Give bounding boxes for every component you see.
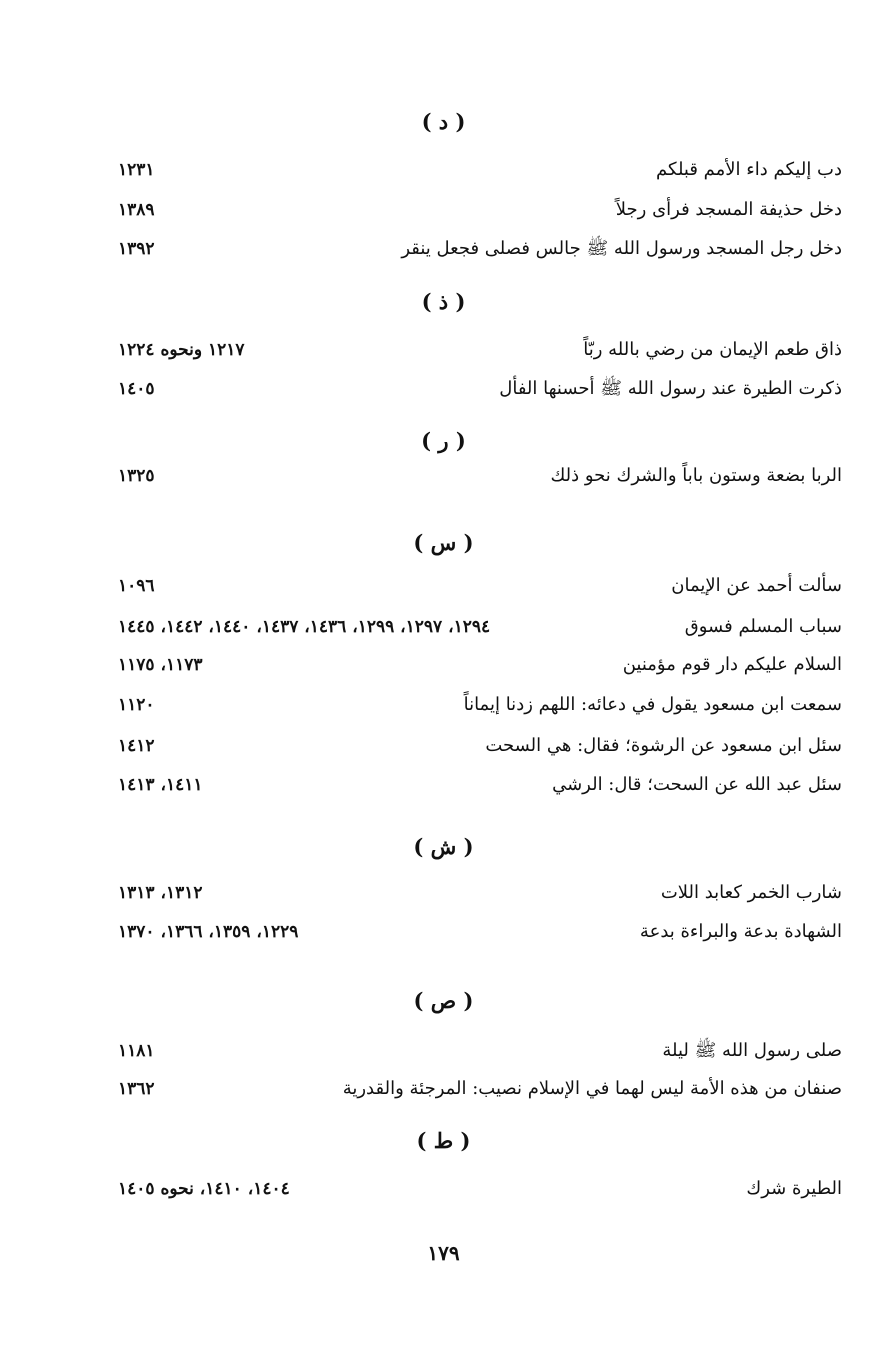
entry-refs: ١٣٦٢	[118, 1079, 155, 1099]
entry-text: دخل حذيفة المسجد فرأى رجلاً	[615, 199, 842, 220]
index-entry	[110, 878, 842, 908]
entry-text: سمعت ابن مسعود يقول في دعائه: اللهم زدنا إيماناً	[463, 694, 842, 715]
entry-refs: ١٣٩٢	[118, 239, 155, 259]
entry-refs: ١٢١٧ ونحوه ١٢٢٤	[118, 340, 245, 360]
section-heading-ta: ( ط )	[416, 1128, 471, 1153]
entry-text: صلى رسول الله ﷺ ليلة	[662, 1040, 842, 1061]
entry-refs: ١١٨١	[118, 1041, 155, 1061]
entry-text: صنفان من هذه الأمة ليس لهما في الإسلام نصيب: المرجئة والقدرية	[342, 1078, 842, 1099]
entry-text: دب إليكم داء الأمم قبلكم	[656, 159, 842, 180]
entry-refs: ١٤٠٥	[118, 379, 155, 399]
entry-text: ذاق طعم الإيمان من رضي بالله ربّاً	[583, 339, 842, 360]
entry-refs: ١٤١٢	[118, 736, 155, 756]
index-entry	[110, 461, 842, 491]
entry-text: سألت أحمد عن الإيمان	[671, 575, 842, 596]
entry-refs: ١٣٢٥	[118, 466, 155, 486]
entry-text: دخل رجل المسجد ورسول الله ﷺ جالس فصلى فجعل ينقر	[401, 238, 842, 259]
index-entry	[110, 650, 842, 680]
section-heading-dhal: ( ذ )	[421, 289, 466, 314]
index-entry	[110, 195, 842, 225]
entry-refs: ١١٧٣، ١١٧٥	[118, 655, 203, 675]
entry-text: سئل ابن مسعود عن الرشوة؛ فقال: هي السحت	[485, 735, 842, 756]
entry-refs: ١٠٩٦	[118, 576, 155, 596]
index-entry	[110, 1074, 842, 1104]
entry-refs: ١٣٨٩	[118, 200, 155, 220]
entry-text: الشهادة بدعة والبراءة بدعة	[639, 921, 842, 942]
section-heading-dal: ( د )	[421, 109, 466, 134]
index-entry	[110, 571, 842, 601]
index-entry	[110, 1174, 842, 1204]
entry-refs: ١٣١٢، ١٣١٣	[118, 883, 203, 903]
entry-text: الربا بضعة وستون باباً والشرك نحو ذلك	[550, 465, 842, 486]
entry-refs: ١٢٣١	[118, 160, 155, 180]
index-entry	[110, 155, 842, 185]
entry-refs: ١٤١١، ١٤١٣	[118, 775, 203, 795]
entry-text: السلام عليكم دار قوم مؤمنين	[622, 654, 842, 675]
entry-text: الطيرة شرك	[746, 1178, 842, 1199]
entry-refs: ١١٢٠	[118, 695, 155, 715]
section-heading-sad: ( ص )	[413, 988, 474, 1013]
index-entry	[110, 374, 842, 404]
section-heading-shin: ( ش )	[413, 834, 474, 859]
entry-refs: ١٤٠٤، ١٤١٠، نحوه ١٤٠٥	[118, 1179, 290, 1199]
entry-refs: ١٢٢٩، ١٣٥٩، ١٣٦٦، ١٣٧٠	[118, 922, 299, 942]
entry-text: ذكرت الطيرة عند رسول الله ﷺ أحسنها الفأل	[499, 378, 842, 399]
index-entry	[110, 612, 842, 642]
index-entry	[110, 917, 842, 947]
index-entry	[110, 1036, 842, 1066]
index-entry	[110, 234, 842, 264]
section-heading-ra: ( ر )	[421, 428, 466, 453]
index-entry	[110, 690, 842, 720]
entry-text: سئل عبد الله عن السحت؛ قال: الرشي	[552, 774, 842, 795]
section-heading-sin: ( س )	[413, 530, 474, 555]
index-entry	[110, 731, 842, 761]
index-entry	[110, 770, 842, 800]
page-number: ١٧٩	[427, 1241, 460, 1265]
entry-refs: ١٢٩٤، ١٢٩٧، ١٢٩٩، ١٤٣٦، ١٤٣٧، ١٤٤٠، ١٤٤٢، ١٤٤٥	[118, 617, 491, 637]
index-entry	[110, 335, 842, 365]
entry-text: سباب المسلم فسوق	[684, 616, 842, 637]
entry-text: شارب الخمر كعابد اللات	[660, 882, 842, 903]
